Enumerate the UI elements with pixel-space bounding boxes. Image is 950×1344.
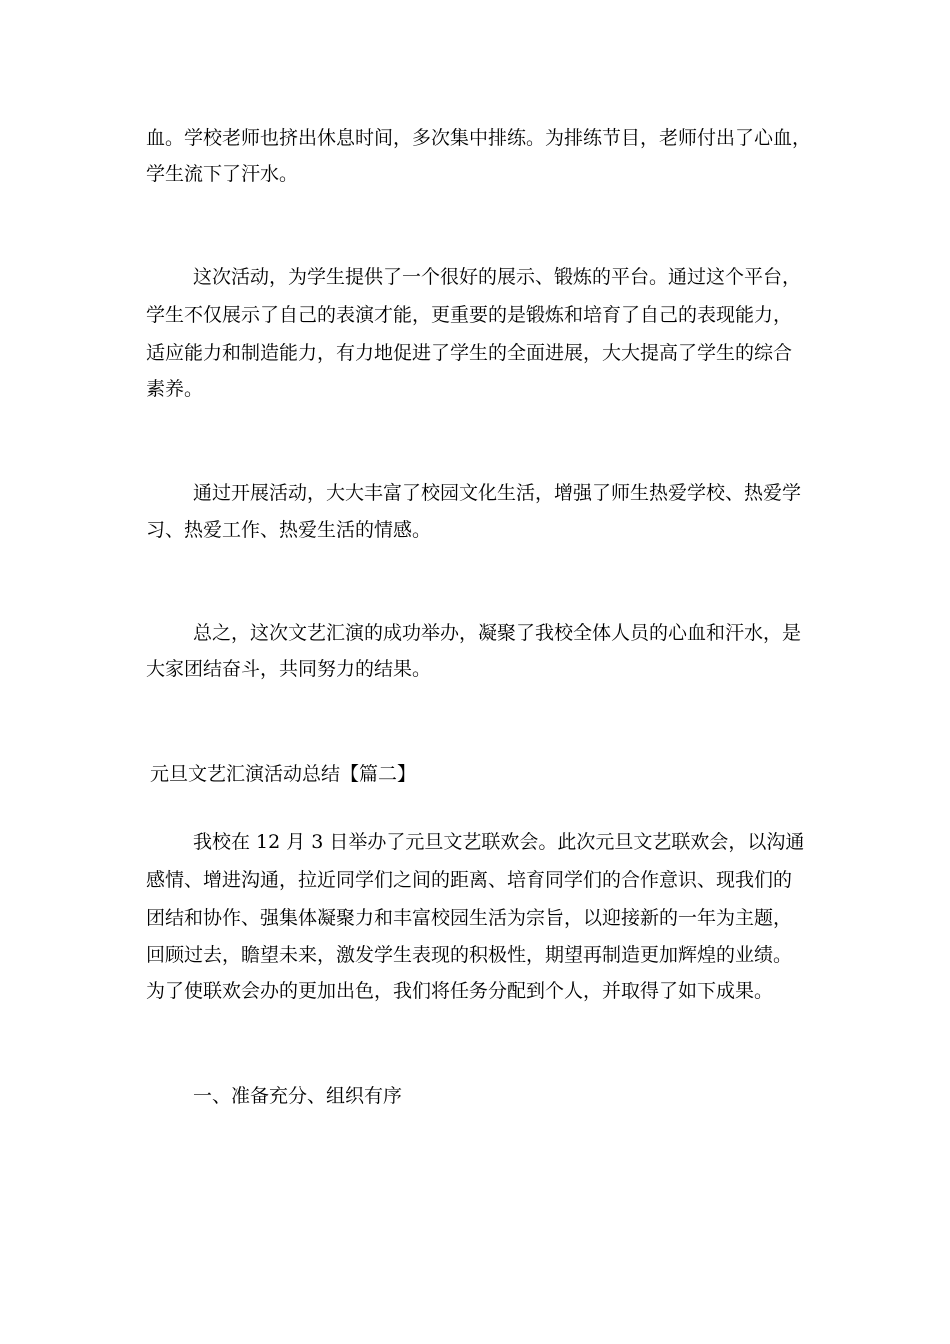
- text-line: 为了使联欢会办的更加出色，我们将任务分配到个人，并取得了如下成果。: [146, 980, 774, 1002]
- text-line: 感情、增进沟通，拉近同学们之间的距离、培育同学们的合作意识、现我们的: [146, 869, 793, 891]
- text-line: 适应能力和制造能力，有力地促进了学生的全面进展，大大提高了学生的综合: [146, 342, 793, 364]
- text-line: 回顾过去，瞻望未来，激发学生表现的积极性，期望再制造更加辉煌的业绩。: [146, 944, 793, 966]
- text-line: 我校在 12 月 3 日举办了元旦文艺联欢会。此次元旦文艺联欢会，以沟通: [193, 831, 805, 853]
- text-line: 学生不仅展示了自己的表演才能，更重要的是锻炼和培育了自己的表现能力，: [146, 304, 793, 326]
- text-line: 通过开展活动，大大丰富了校园文化生活，增强了师生热爱学校、热爱学: [193, 482, 802, 504]
- text-line: 大家团结奋斗，共同努力的结果。: [146, 658, 432, 680]
- section-heading: 元旦文艺汇演活动总结【篇二】: [150, 763, 417, 785]
- text-line: 这次活动，为学生提供了一个很好的展示、锻炼的平台。通过这个平台，: [193, 266, 802, 288]
- text-line: 团结和协作、强集体凝聚力和丰富校园生活为宗旨，以迎接新的一年为主题，: [146, 907, 793, 929]
- text-line: 素养。: [146, 378, 204, 400]
- text-line: 习、热爱工作、热爱生活的情感。: [146, 519, 432, 541]
- text-line: 总之，这次文艺汇演的成功举办，凝聚了我校全体人员的心血和汗水，是: [193, 622, 802, 644]
- subsection-title: 一、准备充分、组织有序: [193, 1085, 403, 1107]
- text-line: 血。学校老师也挤出休息时间，多次集中排练。为排练节目，老师付出了心血，: [146, 127, 812, 149]
- text-line: 学生流下了汗水。: [146, 163, 299, 185]
